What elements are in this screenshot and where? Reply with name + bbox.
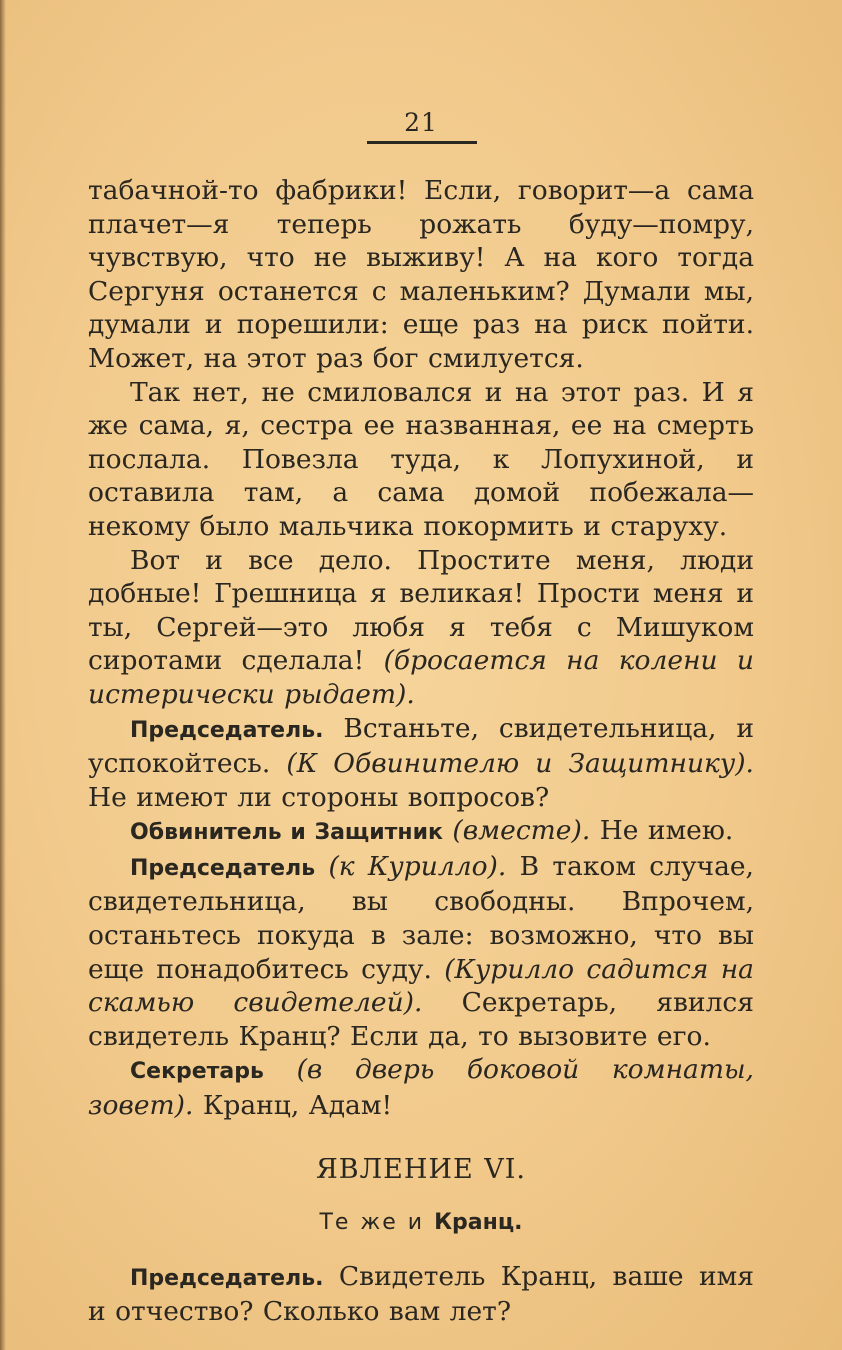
paragraph-5-text: Не имею. <box>599 815 734 847</box>
speaker-name: Обвинитель и Защитник <box>130 820 443 846</box>
paragraph-7-text: Кранц, Адам! <box>202 1090 393 1122</box>
speaker-name: Председатель <box>130 855 316 881</box>
paragraph-4 <box>88 712 754 815</box>
scene-cast <box>88 1206 754 1240</box>
spacer <box>88 1186 754 1206</box>
paragraph-3-text: Вот и все дело. Простите меня, люди добные! Грешница я великая! Прости меня и ты, Сергей—это любя я тебя с Мишуком сиротами сделала! <box>88 544 754 677</box>
spacer <box>88 1123 754 1153</box>
paragraph-6 <box>88 850 754 1054</box>
paragraph-1 <box>88 174 754 376</box>
paragraph-8-text: Свидетель Кранц, ваше имя и отчество? Сколько вам лет? <box>88 1260 754 1328</box>
stage-direction: (вместе). <box>452 815 591 847</box>
speaker-name: Председатель. <box>130 717 324 743</box>
paragraph-6-text: В таком случае, свидетельница, вы свободны. Впрочем, останьтесь покуда в зале: возможно, что вы еще понадобитесь суду. <box>88 850 754 985</box>
stage-direction: (Курилло садится на скамью свидетелей). <box>88 953 754 1019</box>
scene-cast-prefix: Те же и <box>319 1210 425 1236</box>
stage-direction: (к Курилло). <box>328 850 507 882</box>
page-number: 21 <box>404 108 438 137</box>
stage-direction: (бросается на колени и истерически рыдает). <box>88 645 754 710</box>
scene-cast-name: Кранц. <box>434 1210 523 1236</box>
paragraph-5 <box>88 814 754 850</box>
paragraph-2-text: Так нет, не смиловался и на этот раз. И я же сама, я, сестра ее названная, ее на смерть послала. Повезла туда, к Лопухиной, и оставила там, а сама домой побежала—некому было мальчика покормить и старуху. <box>88 376 754 542</box>
body-text <box>88 174 754 1329</box>
stage-direction: (К Обвинителю и Защитнику). <box>286 748 754 780</box>
paragraph-6-text-continued: Секретарь, явился свидетель Кранц? Если да, то вызовите его. <box>88 987 754 1052</box>
page-edge-shadow <box>0 0 6 1350</box>
speaker-name: Секретарь <box>130 1059 264 1085</box>
paragraph-8 <box>88 1260 754 1329</box>
stage-direction: (в дверь боковой комнаты, зовет). <box>88 1054 754 1122</box>
scene-heading: ЯВЛЕНИЕ VI. <box>315 1153 527 1185</box>
paragraph-1-text: табачной-то фабрики! Если, говорит—а сама плачет—я теперь рожать буду—помру, чувствую, что не выживу! А на кого тогда Сергуня останется с маленьким? Думали мы, думали и порешили: еще раз на риск пойти. Может, на этот раз бог смилуется. <box>88 175 754 374</box>
page-number-rule <box>367 141 477 144</box>
paragraph-7 <box>88 1053 754 1122</box>
spacer <box>88 1240 754 1260</box>
paragraph-4-text-continued: Не имеют ли стороны вопросов? <box>88 781 550 813</box>
speaker-name: Председатель. <box>130 1265 324 1291</box>
paragraph-3 <box>88 544 754 712</box>
paragraph-2 <box>88 376 754 544</box>
paragraph-4-text: Встаньте, свидетельница, и успокойтесь. <box>88 712 754 780</box>
